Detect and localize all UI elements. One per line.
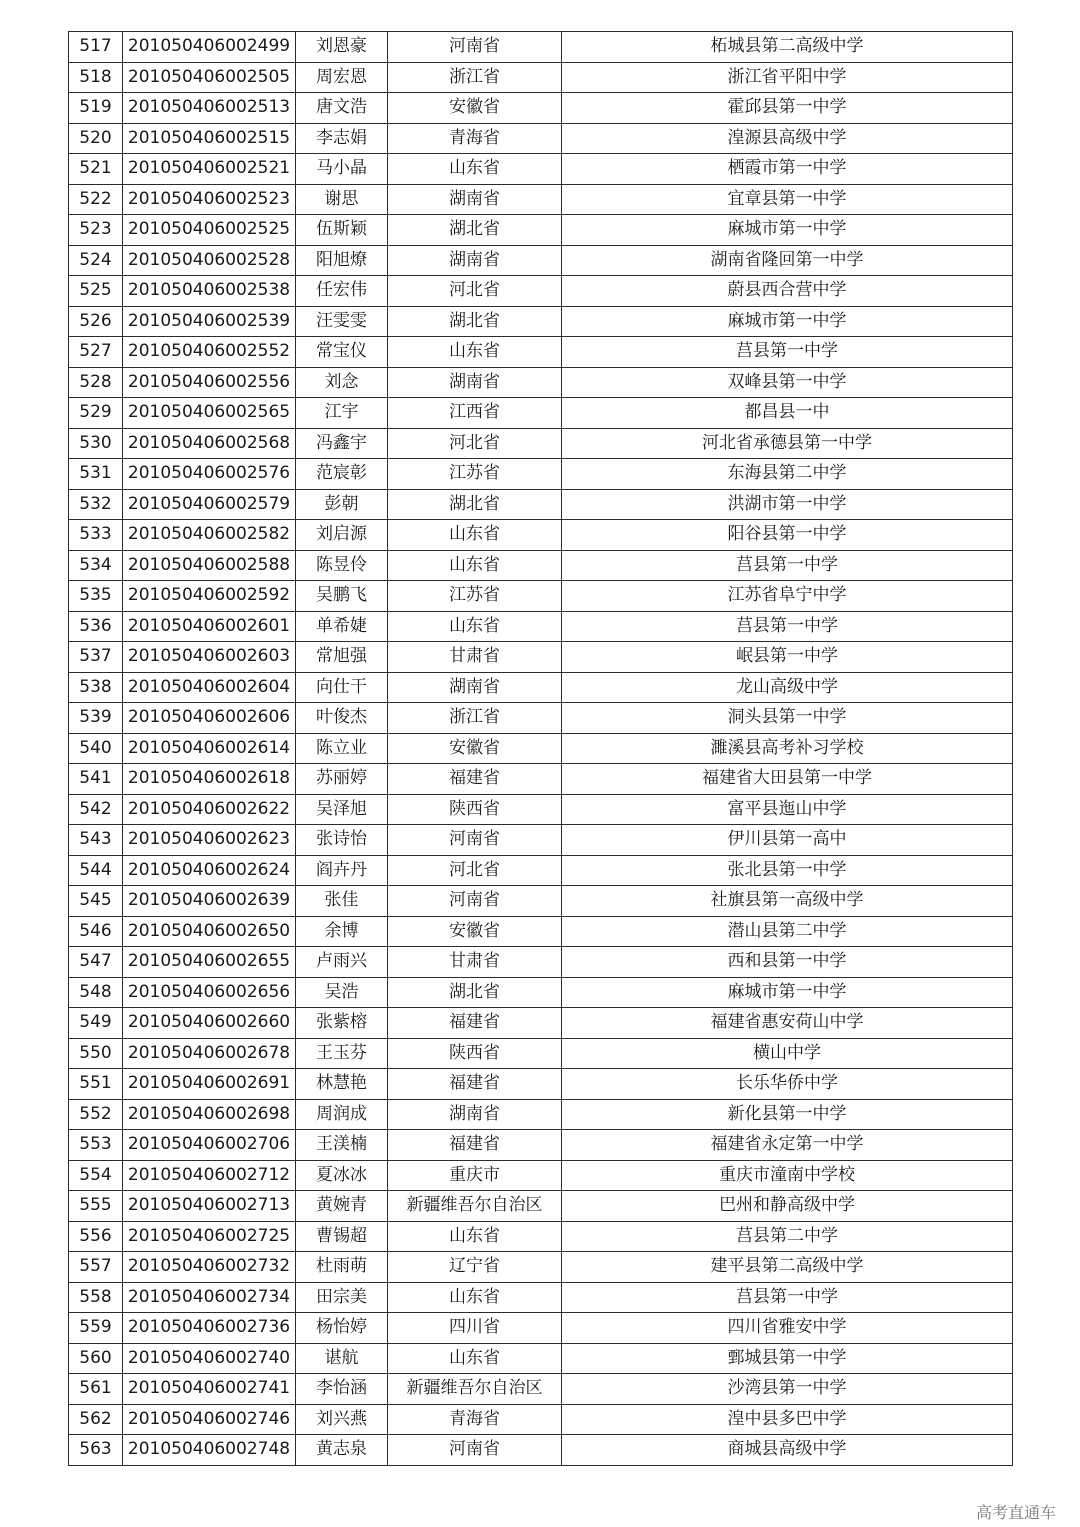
exam-id-cell: 201050406002732 bbox=[123, 1252, 296, 1283]
school-cell: 龙山高级中学 bbox=[562, 672, 1013, 703]
exam-id-cell: 201050406002698 bbox=[123, 1099, 296, 1130]
row-number-cell: 556 bbox=[69, 1221, 123, 1252]
exam-id-cell: 201050406002539 bbox=[123, 306, 296, 337]
exam-id-cell: 201050406002603 bbox=[123, 642, 296, 673]
table-row bbox=[69, 703, 1013, 734]
exam-id-cell: 201050406002513 bbox=[123, 93, 296, 124]
row-number-cell: 520 bbox=[69, 123, 123, 154]
row-number-cell: 532 bbox=[69, 489, 123, 520]
exam-id-cell: 201050406002565 bbox=[123, 398, 296, 429]
school-cell: 莒县第一中学 bbox=[562, 550, 1013, 581]
school-cell: 霍邱县第一中学 bbox=[562, 93, 1013, 124]
province-cell: 陕西省 bbox=[388, 1038, 562, 1069]
school-cell: 麻城市第一中学 bbox=[562, 215, 1013, 246]
table-row bbox=[69, 611, 1013, 642]
province-cell: 福建省 bbox=[388, 1130, 562, 1161]
table-row bbox=[69, 1374, 1013, 1405]
school-cell: 莒县第一中学 bbox=[562, 1282, 1013, 1313]
table-row bbox=[69, 489, 1013, 520]
student-name-cell: 彭朝 bbox=[296, 489, 388, 520]
table-row bbox=[69, 245, 1013, 276]
province-cell: 浙江省 bbox=[388, 62, 562, 93]
exam-id-cell: 201050406002624 bbox=[123, 855, 296, 886]
table-row bbox=[69, 215, 1013, 246]
school-cell: 莒县第一中学 bbox=[562, 337, 1013, 368]
student-name-cell: 常宝仪 bbox=[296, 337, 388, 368]
table-row bbox=[69, 855, 1013, 886]
table-row bbox=[69, 1282, 1013, 1313]
school-cell: 张北县第一中学 bbox=[562, 855, 1013, 886]
row-number-cell: 540 bbox=[69, 733, 123, 764]
province-cell: 青海省 bbox=[388, 1404, 562, 1435]
row-number-cell: 518 bbox=[69, 62, 123, 93]
school-cell: 柘城县第二高级中学 bbox=[562, 32, 1013, 63]
province-cell: 湖北省 bbox=[388, 489, 562, 520]
row-number-cell: 539 bbox=[69, 703, 123, 734]
school-cell: 湟中县多巴中学 bbox=[562, 1404, 1013, 1435]
table-row bbox=[69, 886, 1013, 917]
province-cell: 安徽省 bbox=[388, 93, 562, 124]
exam-id-cell: 201050406002678 bbox=[123, 1038, 296, 1069]
province-cell: 湖南省 bbox=[388, 367, 562, 398]
province-cell: 浙江省 bbox=[388, 703, 562, 734]
student-name-cell: 林慧艳 bbox=[296, 1069, 388, 1100]
row-number-cell: 536 bbox=[69, 611, 123, 642]
province-cell: 湖北省 bbox=[388, 977, 562, 1008]
row-number-cell: 561 bbox=[69, 1374, 123, 1405]
exam-id-cell: 201050406002568 bbox=[123, 428, 296, 459]
student-name-cell: 苏丽婷 bbox=[296, 764, 388, 795]
table-row bbox=[69, 916, 1013, 947]
row-number-cell: 517 bbox=[69, 32, 123, 63]
exam-id-cell: 201050406002592 bbox=[123, 581, 296, 612]
province-cell: 湖南省 bbox=[388, 1099, 562, 1130]
exam-id-cell: 201050406002734 bbox=[123, 1282, 296, 1313]
student-name-cell: 夏冰冰 bbox=[296, 1160, 388, 1191]
province-cell: 山东省 bbox=[388, 154, 562, 185]
row-number-cell: 542 bbox=[69, 794, 123, 825]
school-cell: 社旗县第一高级中学 bbox=[562, 886, 1013, 917]
student-name-cell: 吴鹏飞 bbox=[296, 581, 388, 612]
row-number-cell: 541 bbox=[69, 764, 123, 795]
school-cell: 福建省大田县第一中学 bbox=[562, 764, 1013, 795]
school-cell: 福建省永定第一中学 bbox=[562, 1130, 1013, 1161]
exam-id-cell: 201050406002713 bbox=[123, 1191, 296, 1222]
exam-id-cell: 201050406002538 bbox=[123, 276, 296, 307]
school-cell: 河北省承德县第一中学 bbox=[562, 428, 1013, 459]
exam-id-cell: 201050406002650 bbox=[123, 916, 296, 947]
school-cell: 商城县高级中学 bbox=[562, 1435, 1013, 1466]
table-row bbox=[69, 428, 1013, 459]
school-cell: 湖南省隆回第一中学 bbox=[562, 245, 1013, 276]
province-cell: 甘肃省 bbox=[388, 642, 562, 673]
row-number-cell: 535 bbox=[69, 581, 123, 612]
student-name-cell: 黄志泉 bbox=[296, 1435, 388, 1466]
table-row bbox=[69, 1252, 1013, 1283]
province-cell: 山东省 bbox=[388, 611, 562, 642]
student-name-cell: 谌航 bbox=[296, 1343, 388, 1374]
table-row bbox=[69, 794, 1013, 825]
province-cell: 山东省 bbox=[388, 1221, 562, 1252]
exam-id-cell: 201050406002748 bbox=[123, 1435, 296, 1466]
row-number-cell: 528 bbox=[69, 367, 123, 398]
province-cell: 陕西省 bbox=[388, 794, 562, 825]
school-cell: 横山中学 bbox=[562, 1038, 1013, 1069]
row-number-cell: 554 bbox=[69, 1160, 123, 1191]
province-cell: 四川省 bbox=[388, 1313, 562, 1344]
school-cell: 潜山县第二中学 bbox=[562, 916, 1013, 947]
student-name-cell: 刘启源 bbox=[296, 520, 388, 551]
province-cell: 河南省 bbox=[388, 32, 562, 63]
province-cell: 山东省 bbox=[388, 550, 562, 581]
table-row bbox=[69, 306, 1013, 337]
province-cell: 山东省 bbox=[388, 520, 562, 551]
school-cell: 蔚县西合营中学 bbox=[562, 276, 1013, 307]
watermark: 高考直通车 bbox=[975, 1503, 1056, 1522]
exam-id-cell: 201050406002576 bbox=[123, 459, 296, 490]
roster-body bbox=[69, 32, 1013, 1466]
table-row bbox=[69, 367, 1013, 398]
exam-id-cell: 201050406002655 bbox=[123, 947, 296, 978]
table-row bbox=[69, 1435, 1013, 1466]
exam-id-cell: 201050406002606 bbox=[123, 703, 296, 734]
student-name-cell: 杨怡婷 bbox=[296, 1313, 388, 1344]
table-row bbox=[69, 947, 1013, 978]
province-cell: 江西省 bbox=[388, 398, 562, 429]
student-name-cell: 张诗怡 bbox=[296, 825, 388, 856]
row-number-cell: 522 bbox=[69, 184, 123, 215]
row-number-cell: 559 bbox=[69, 1313, 123, 1344]
row-number-cell: 534 bbox=[69, 550, 123, 581]
row-number-cell: 552 bbox=[69, 1099, 123, 1130]
province-cell: 湖南省 bbox=[388, 245, 562, 276]
province-cell: 甘肃省 bbox=[388, 947, 562, 978]
exam-id-cell: 201050406002736 bbox=[123, 1313, 296, 1344]
row-number-cell: 558 bbox=[69, 1282, 123, 1313]
school-cell: 莒县第二中学 bbox=[562, 1221, 1013, 1252]
student-name-cell: 田宗美 bbox=[296, 1282, 388, 1313]
province-cell: 山东省 bbox=[388, 1282, 562, 1313]
row-number-cell: 557 bbox=[69, 1252, 123, 1283]
row-number-cell: 550 bbox=[69, 1038, 123, 1069]
table-row bbox=[69, 1313, 1013, 1344]
table-row bbox=[69, 1404, 1013, 1435]
row-number-cell: 553 bbox=[69, 1130, 123, 1161]
province-cell: 青海省 bbox=[388, 123, 562, 154]
row-number-cell: 524 bbox=[69, 245, 123, 276]
table-row bbox=[69, 1038, 1013, 1069]
table-row bbox=[69, 1343, 1013, 1374]
province-cell: 河南省 bbox=[388, 1435, 562, 1466]
exam-id-cell: 201050406002588 bbox=[123, 550, 296, 581]
exam-id-cell: 201050406002552 bbox=[123, 337, 296, 368]
student-name-cell: 向仕干 bbox=[296, 672, 388, 703]
student-name-cell: 谢思 bbox=[296, 184, 388, 215]
exam-id-cell: 201050406002712 bbox=[123, 1160, 296, 1191]
school-cell: 建平县第二高级中学 bbox=[562, 1252, 1013, 1283]
student-name-cell: 周宏恩 bbox=[296, 62, 388, 93]
exam-id-cell: 201050406002656 bbox=[123, 977, 296, 1008]
school-cell: 重庆市潼南中学校 bbox=[562, 1160, 1013, 1191]
exam-id-cell: 201050406002741 bbox=[123, 1374, 296, 1405]
table-row bbox=[69, 581, 1013, 612]
table-row bbox=[69, 550, 1013, 581]
province-cell: 新疆维吾尔自治区 bbox=[388, 1374, 562, 1405]
table-row bbox=[69, 642, 1013, 673]
exam-id-cell: 201050406002528 bbox=[123, 245, 296, 276]
row-number-cell: 537 bbox=[69, 642, 123, 673]
school-cell: 双峰县第一中学 bbox=[562, 367, 1013, 398]
student-name-cell: 吴泽旭 bbox=[296, 794, 388, 825]
school-cell: 洪湖市第一中学 bbox=[562, 489, 1013, 520]
school-cell: 长乐华侨中学 bbox=[562, 1069, 1013, 1100]
exam-id-cell: 201050406002515 bbox=[123, 123, 296, 154]
province-cell: 福建省 bbox=[388, 1069, 562, 1100]
exam-id-cell: 201050406002740 bbox=[123, 1343, 296, 1374]
school-cell: 东海县第二中学 bbox=[562, 459, 1013, 490]
student-name-cell: 冯鑫宇 bbox=[296, 428, 388, 459]
student-name-cell: 李志娟 bbox=[296, 123, 388, 154]
student-name-cell: 任宏伟 bbox=[296, 276, 388, 307]
province-cell: 江苏省 bbox=[388, 459, 562, 490]
row-number-cell: 523 bbox=[69, 215, 123, 246]
table-row bbox=[69, 276, 1013, 307]
student-name-cell: 阳旭燎 bbox=[296, 245, 388, 276]
table-row bbox=[69, 184, 1013, 215]
admission-roster-table bbox=[68, 31, 1013, 1466]
table-row bbox=[69, 398, 1013, 429]
school-cell: 浙江省平阳中学 bbox=[562, 62, 1013, 93]
school-cell: 湟源县高级中学 bbox=[562, 123, 1013, 154]
exam-id-cell: 201050406002725 bbox=[123, 1221, 296, 1252]
student-name-cell: 王渼楠 bbox=[296, 1130, 388, 1161]
row-number-cell: 525 bbox=[69, 276, 123, 307]
table-row bbox=[69, 337, 1013, 368]
exam-id-cell: 201050406002579 bbox=[123, 489, 296, 520]
row-number-cell: 560 bbox=[69, 1343, 123, 1374]
student-name-cell: 叶俊杰 bbox=[296, 703, 388, 734]
province-cell: 湖南省 bbox=[388, 184, 562, 215]
province-cell: 河北省 bbox=[388, 855, 562, 886]
table-row bbox=[69, 1069, 1013, 1100]
school-cell: 阳谷县第一中学 bbox=[562, 520, 1013, 551]
student-name-cell: 王玉芬 bbox=[296, 1038, 388, 1069]
exam-id-cell: 201050406002622 bbox=[123, 794, 296, 825]
province-cell: 河北省 bbox=[388, 276, 562, 307]
row-number-cell: 529 bbox=[69, 398, 123, 429]
province-cell: 福建省 bbox=[388, 1008, 562, 1039]
row-number-cell: 521 bbox=[69, 154, 123, 185]
exam-id-cell: 201050406002746 bbox=[123, 1404, 296, 1435]
exam-id-cell: 201050406002618 bbox=[123, 764, 296, 795]
exam-id-cell: 201050406002604 bbox=[123, 672, 296, 703]
exam-id-cell: 201050406002601 bbox=[123, 611, 296, 642]
student-name-cell: 范宸彰 bbox=[296, 459, 388, 490]
exam-id-cell: 201050406002614 bbox=[123, 733, 296, 764]
school-cell: 都昌县一中 bbox=[562, 398, 1013, 429]
student-name-cell: 刘恩豪 bbox=[296, 32, 388, 63]
row-number-cell: 531 bbox=[69, 459, 123, 490]
student-name-cell: 余博 bbox=[296, 916, 388, 947]
student-name-cell: 马小晶 bbox=[296, 154, 388, 185]
row-number-cell: 546 bbox=[69, 916, 123, 947]
school-cell: 巴州和静高级中学 bbox=[562, 1191, 1013, 1222]
table-row bbox=[69, 459, 1013, 490]
row-number-cell: 526 bbox=[69, 306, 123, 337]
table-row bbox=[69, 1191, 1013, 1222]
row-number-cell: 551 bbox=[69, 1069, 123, 1100]
province-cell: 福建省 bbox=[388, 764, 562, 795]
school-cell: 西和县第一中学 bbox=[562, 947, 1013, 978]
school-cell: 洞头县第一中学 bbox=[562, 703, 1013, 734]
exam-id-cell: 201050406002623 bbox=[123, 825, 296, 856]
exam-id-cell: 201050406002521 bbox=[123, 154, 296, 185]
table-row bbox=[69, 672, 1013, 703]
province-cell: 湖南省 bbox=[388, 672, 562, 703]
table-row bbox=[69, 764, 1013, 795]
table-row bbox=[69, 1130, 1013, 1161]
exam-id-cell: 201050406002523 bbox=[123, 184, 296, 215]
student-name-cell: 汪雯雯 bbox=[296, 306, 388, 337]
table-row bbox=[69, 1160, 1013, 1191]
student-name-cell: 黄婉青 bbox=[296, 1191, 388, 1222]
school-cell: 江苏省阜宁中学 bbox=[562, 581, 1013, 612]
province-cell: 山东省 bbox=[388, 337, 562, 368]
province-cell: 山东省 bbox=[388, 1343, 562, 1374]
exam-id-cell: 201050406002556 bbox=[123, 367, 296, 398]
row-number-cell: 527 bbox=[69, 337, 123, 368]
row-number-cell: 562 bbox=[69, 1404, 123, 1435]
province-cell: 湖北省 bbox=[388, 306, 562, 337]
row-number-cell: 519 bbox=[69, 93, 123, 124]
province-cell: 安徽省 bbox=[388, 916, 562, 947]
exam-id-cell: 201050406002525 bbox=[123, 215, 296, 246]
exam-id-cell: 201050406002582 bbox=[123, 520, 296, 551]
exam-id-cell: 201050406002706 bbox=[123, 1130, 296, 1161]
school-cell: 宜章县第一中学 bbox=[562, 184, 1013, 215]
table-row bbox=[69, 977, 1013, 1008]
student-name-cell: 刘念 bbox=[296, 367, 388, 398]
table-row bbox=[69, 1008, 1013, 1039]
row-number-cell: 538 bbox=[69, 672, 123, 703]
school-cell: 伊川县第一高中 bbox=[562, 825, 1013, 856]
province-cell: 河北省 bbox=[388, 428, 562, 459]
student-name-cell: 杜雨萌 bbox=[296, 1252, 388, 1283]
school-cell: 栖霞市第一中学 bbox=[562, 154, 1013, 185]
table-row bbox=[69, 1221, 1013, 1252]
student-name-cell: 周润成 bbox=[296, 1099, 388, 1130]
student-name-cell: 常旭强 bbox=[296, 642, 388, 673]
student-name-cell: 唐文浩 bbox=[296, 93, 388, 124]
row-number-cell: 544 bbox=[69, 855, 123, 886]
table-row bbox=[69, 32, 1013, 63]
table-row bbox=[69, 1099, 1013, 1130]
province-cell: 江苏省 bbox=[388, 581, 562, 612]
school-cell: 麻城市第一中学 bbox=[562, 306, 1013, 337]
school-cell: 莒县第一中学 bbox=[562, 611, 1013, 642]
student-name-cell: 陈昱伶 bbox=[296, 550, 388, 581]
province-cell: 新疆维吾尔自治区 bbox=[388, 1191, 562, 1222]
province-cell: 河南省 bbox=[388, 825, 562, 856]
row-number-cell: 563 bbox=[69, 1435, 123, 1466]
row-number-cell: 543 bbox=[69, 825, 123, 856]
row-number-cell: 533 bbox=[69, 520, 123, 551]
school-cell: 濉溪县高考补习学校 bbox=[562, 733, 1013, 764]
exam-id-cell: 201050406002505 bbox=[123, 62, 296, 93]
school-cell: 麻城市第一中学 bbox=[562, 977, 1013, 1008]
student-name-cell: 张佳 bbox=[296, 886, 388, 917]
row-number-cell: 555 bbox=[69, 1191, 123, 1222]
student-name-cell: 伍斯颖 bbox=[296, 215, 388, 246]
province-cell: 河南省 bbox=[388, 886, 562, 917]
school-cell: 岷县第一中学 bbox=[562, 642, 1013, 673]
exam-id-cell: 201050406002499 bbox=[123, 32, 296, 63]
table-row bbox=[69, 733, 1013, 764]
student-name-cell: 张紫榕 bbox=[296, 1008, 388, 1039]
school-cell: 新化县第一中学 bbox=[562, 1099, 1013, 1130]
school-cell: 沙湾县第一中学 bbox=[562, 1374, 1013, 1405]
student-name-cell: 刘兴燕 bbox=[296, 1404, 388, 1435]
school-cell: 福建省惠安荷山中学 bbox=[562, 1008, 1013, 1039]
student-name-cell: 阎卉丹 bbox=[296, 855, 388, 886]
province-cell: 辽宁省 bbox=[388, 1252, 562, 1283]
row-number-cell: 545 bbox=[69, 886, 123, 917]
exam-id-cell: 201050406002639 bbox=[123, 886, 296, 917]
province-cell: 湖北省 bbox=[388, 215, 562, 246]
table-row bbox=[69, 62, 1013, 93]
school-cell: 鄄城县第一中学 bbox=[562, 1343, 1013, 1374]
exam-id-cell: 201050406002691 bbox=[123, 1069, 296, 1100]
table-row bbox=[69, 93, 1013, 124]
student-name-cell: 吴浩 bbox=[296, 977, 388, 1008]
student-name-cell: 陈立业 bbox=[296, 733, 388, 764]
province-cell: 安徽省 bbox=[388, 733, 562, 764]
school-cell: 富平县迤山中学 bbox=[562, 794, 1013, 825]
row-number-cell: 530 bbox=[69, 428, 123, 459]
table-row bbox=[69, 154, 1013, 185]
table-row bbox=[69, 123, 1013, 154]
table-row bbox=[69, 825, 1013, 856]
exam-id-cell: 201050406002660 bbox=[123, 1008, 296, 1039]
row-number-cell: 547 bbox=[69, 947, 123, 978]
school-cell: 四川省雅安中学 bbox=[562, 1313, 1013, 1344]
student-name-cell: 江宇 bbox=[296, 398, 388, 429]
student-name-cell: 曹锡超 bbox=[296, 1221, 388, 1252]
row-number-cell: 548 bbox=[69, 977, 123, 1008]
province-cell: 重庆市 bbox=[388, 1160, 562, 1191]
row-number-cell: 549 bbox=[69, 1008, 123, 1039]
student-name-cell: 卢雨兴 bbox=[296, 947, 388, 978]
table-row bbox=[69, 520, 1013, 551]
student-name-cell: 单希婕 bbox=[296, 611, 388, 642]
student-name-cell: 李怡涵 bbox=[296, 1374, 388, 1405]
